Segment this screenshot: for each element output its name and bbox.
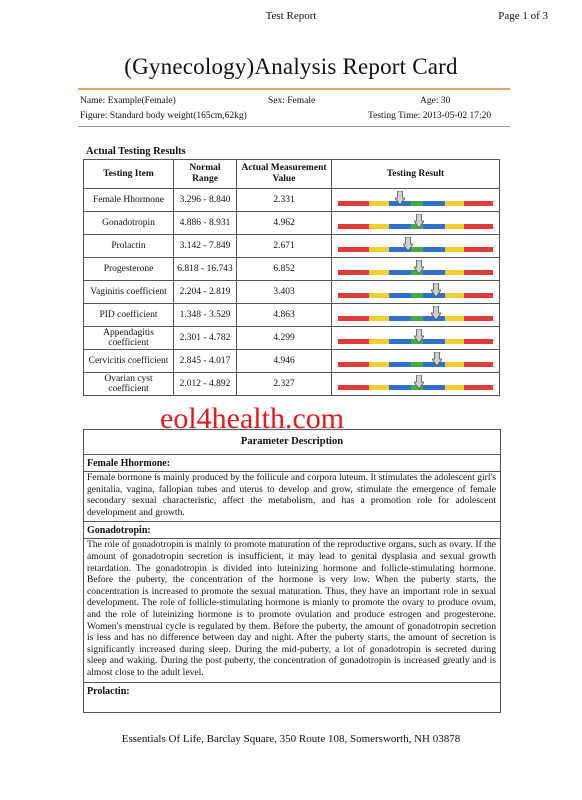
scale-segment (369, 247, 389, 252)
result-level-indicator (332, 373, 500, 396)
scale-segment (423, 247, 445, 252)
patient-age: Age: 30 (420, 96, 451, 106)
level-scale-bar (338, 247, 494, 252)
result-level-indicator (332, 212, 500, 235)
result-row (84, 281, 500, 304)
section-heading: Gonadotropin: (87, 525, 151, 537)
scale-segment (369, 362, 389, 367)
result-actual-value: 6.852 (237, 258, 332, 281)
result-actual-value: 3.403 (237, 281, 332, 304)
scale-segment (423, 201, 445, 206)
scale-segment (369, 201, 389, 206)
scale-segment (389, 385, 411, 390)
result-row (84, 327, 500, 350)
scale-segment (445, 247, 464, 252)
level-arrow-icon (431, 306, 441, 320)
col-testing-item: Testing Item (84, 160, 174, 189)
title-divider (78, 88, 510, 90)
result-row (84, 304, 500, 327)
scale-segment (464, 316, 494, 321)
scale-segment (423, 385, 445, 390)
result-actual-value: 4.962 (237, 212, 332, 235)
scale-segment (338, 293, 369, 298)
patient-name: Name: Example(Female) (80, 96, 176, 106)
scale-segment (389, 270, 411, 275)
result-row (84, 258, 500, 281)
result-actual-value: 4.946 (237, 350, 332, 373)
level-arrow-icon (414, 329, 424, 343)
scale-segment (389, 362, 411, 367)
scale-segment (464, 362, 494, 367)
section-text: Female bormone is mainly produced by the follicule and corpora luteum. It stimulates the adolescent girl's genitalia, vagina, fallopian tubes and uterus to develop and grow, stimulate the emergence of female secondary sexual characteristic, affect the metabolism, and has a promotion role for adolescent development and growth. (84, 471, 500, 521)
scale-segment (445, 201, 464, 206)
result-row (84, 235, 500, 258)
description-section-female-hormone (84, 455, 500, 521)
scale-segment (445, 316, 464, 321)
section-heading: Prolactin: (87, 685, 130, 697)
report-header: Test Report (265, 10, 317, 22)
scale-segment (369, 224, 389, 229)
section-text: The role of gonadotropin is mainly to promote maturation of the reproductive organs, such as ovary. If the amount of gonadotropin secretion is insufficient, it may lead to genital dysplasia and sexual growth retardation. The gonadotropin is divided into luteinizing hormone and follicle-stimulating hormone. Before the puberty, the concentration of the hormone is very low. When the puberty starts, the concentration is increased to promote the sexual maturation. Thus, they have an important role in sexual development. The role of follicle-stimulating hormone is mianly to promote the ovary to produce ovum, and the role of luteinizing hormone is to promote ovulation and produce estrogen and progesterone. Women's menstrual cycle is regulated by them. Before the puberty, the amount of gonadotropin secretion is less and has no difference between day and night. After the puberty starts, the amount of secretion is significantly increased during sleep. During the mid-puberty, a lot of gonadotropin is secreted during sleep and waking. During the post puberty, the concentration of gonadotropin is increased greatly and is almost close to the adult level. (84, 538, 500, 681)
scale-segment (464, 224, 494, 229)
scale-segment (389, 316, 411, 321)
scale-segment (445, 270, 464, 275)
page-number: Page 1 of 3 (498, 10, 548, 22)
level-scale-bar (338, 339, 494, 344)
scale-segment (464, 339, 494, 344)
scale-segment (464, 201, 494, 206)
scale-segment (369, 316, 389, 321)
result-actual-value: 2.327 (237, 373, 332, 396)
col-normal-range: Normal Range (174, 160, 237, 189)
info-divider (78, 126, 510, 127)
scale-segment (445, 385, 464, 390)
scale-segment (423, 224, 445, 229)
results-table (83, 159, 500, 396)
patient-figure: Figure: Standard body weight(165cm,62kg) (80, 111, 247, 121)
col-actual-value: Actual Measurement Value (237, 160, 332, 189)
scale-segment (423, 339, 445, 344)
level-arrow-icon (395, 191, 405, 205)
scale-segment (338, 224, 369, 229)
level-scale-bar (338, 316, 494, 321)
result-level-indicator (332, 304, 500, 327)
scale-segment (389, 339, 411, 344)
result-level-indicator (332, 258, 500, 281)
result-item-name: Appendagitis coefficient (84, 327, 174, 350)
results-header-row (84, 160, 500, 189)
result-level-indicator (332, 235, 500, 258)
level-scale-bar (338, 362, 494, 367)
level-arrow-icon (432, 352, 442, 366)
result-normal-range: 2.845 - 4.017 (174, 350, 237, 373)
result-item-name: Prolactin (84, 235, 174, 258)
scale-segment (338, 247, 369, 252)
scale-segment (369, 270, 389, 275)
result-row (84, 189, 500, 212)
result-actual-value: 4.863 (237, 304, 332, 327)
footer-address: Essentials Of Life, Barclay Square, 350 Route 108, Somersworth, NH 03878 (121, 733, 461, 745)
scale-segment (338, 270, 369, 275)
parameter-description-title: Parameter Description (84, 430, 500, 455)
scale-segment (445, 224, 464, 229)
scale-segment (464, 270, 494, 275)
result-normal-range: 3.296 - 8.840 (174, 189, 237, 212)
scale-segment (338, 316, 369, 321)
scale-segment (369, 293, 389, 298)
scale-segment (338, 339, 369, 344)
scale-segment (445, 362, 464, 367)
result-row (84, 373, 500, 396)
result-actual-value: 2.331 (237, 189, 332, 212)
scale-segment (423, 270, 445, 275)
result-row (84, 212, 500, 235)
result-row (84, 350, 500, 373)
results-section-title: Actual Testing Results (86, 146, 186, 157)
result-normal-range: 2.204 - 2.819 (174, 281, 237, 304)
level-arrow-icon (431, 283, 441, 297)
result-item-name: PID coefficient (84, 304, 174, 327)
scale-segment (464, 385, 494, 390)
parameter-description (83, 429, 501, 713)
scale-segment (369, 385, 389, 390)
result-normal-range: 6.818 - 16.743 (174, 258, 237, 281)
result-level-indicator (332, 189, 500, 212)
result-level-indicator (332, 281, 500, 304)
level-scale-bar (338, 224, 494, 229)
result-item-name: Ovarian cyst coefficient (84, 373, 174, 396)
result-normal-range: 3.142 - 7.849 (174, 235, 237, 258)
result-level-indicator (332, 350, 500, 373)
scale-segment (411, 316, 423, 321)
result-item-name: Cervicitis coefficient (84, 350, 174, 373)
level-arrow-icon (414, 214, 424, 228)
level-arrow-icon (414, 260, 424, 274)
scale-segment (445, 293, 464, 298)
scale-segment (464, 247, 494, 252)
result-item-name: Gonadotropin (84, 212, 174, 235)
scale-segment (445, 339, 464, 344)
scale-segment (338, 385, 369, 390)
report-title: (Gynecology)Analysis Report Card (124, 54, 458, 79)
scale-segment (338, 362, 369, 367)
level-arrow-icon (414, 375, 424, 389)
testing-time: Testing Time: 2013-05-02 17:20 (368, 111, 492, 121)
result-item-name: Progesterone (84, 258, 174, 281)
result-item-name: Vaginitis coefficient (84, 281, 174, 304)
description-section-prolactin (84, 682, 500, 699)
level-scale-bar (338, 270, 494, 275)
result-actual-value: 2.671 (237, 235, 332, 258)
level-scale-bar (338, 293, 494, 298)
level-scale-bar (338, 201, 494, 206)
level-scale-bar (338, 385, 494, 390)
scale-segment (411, 293, 423, 298)
result-item-name: Female Hhormone (84, 189, 174, 212)
watermark: eol4health.com (160, 402, 345, 435)
result-normal-range: 4.886 - 8.931 (174, 212, 237, 235)
scale-segment (411, 201, 423, 206)
col-testing-result: Testing Result (332, 160, 500, 189)
patient-sex: Sex: Female (268, 96, 316, 106)
scale-segment (369, 339, 389, 344)
description-section-gonadotropin (84, 521, 500, 681)
section-heading: Female Hhormone: (87, 458, 171, 469)
scale-segment (389, 224, 411, 229)
result-normal-range: 2.012 - 4.892 (174, 373, 237, 396)
result-level-indicator (332, 327, 500, 350)
level-arrow-icon (403, 237, 413, 251)
scale-segment (338, 201, 369, 206)
result-normal-range: 1.348 - 3.529 (174, 304, 237, 327)
result-actual-value: 4.299 (237, 327, 332, 350)
scale-segment (411, 362, 423, 367)
result-normal-range: 2.301 - 4.782 (174, 327, 237, 350)
scale-segment (464, 293, 494, 298)
scale-segment (389, 293, 411, 298)
